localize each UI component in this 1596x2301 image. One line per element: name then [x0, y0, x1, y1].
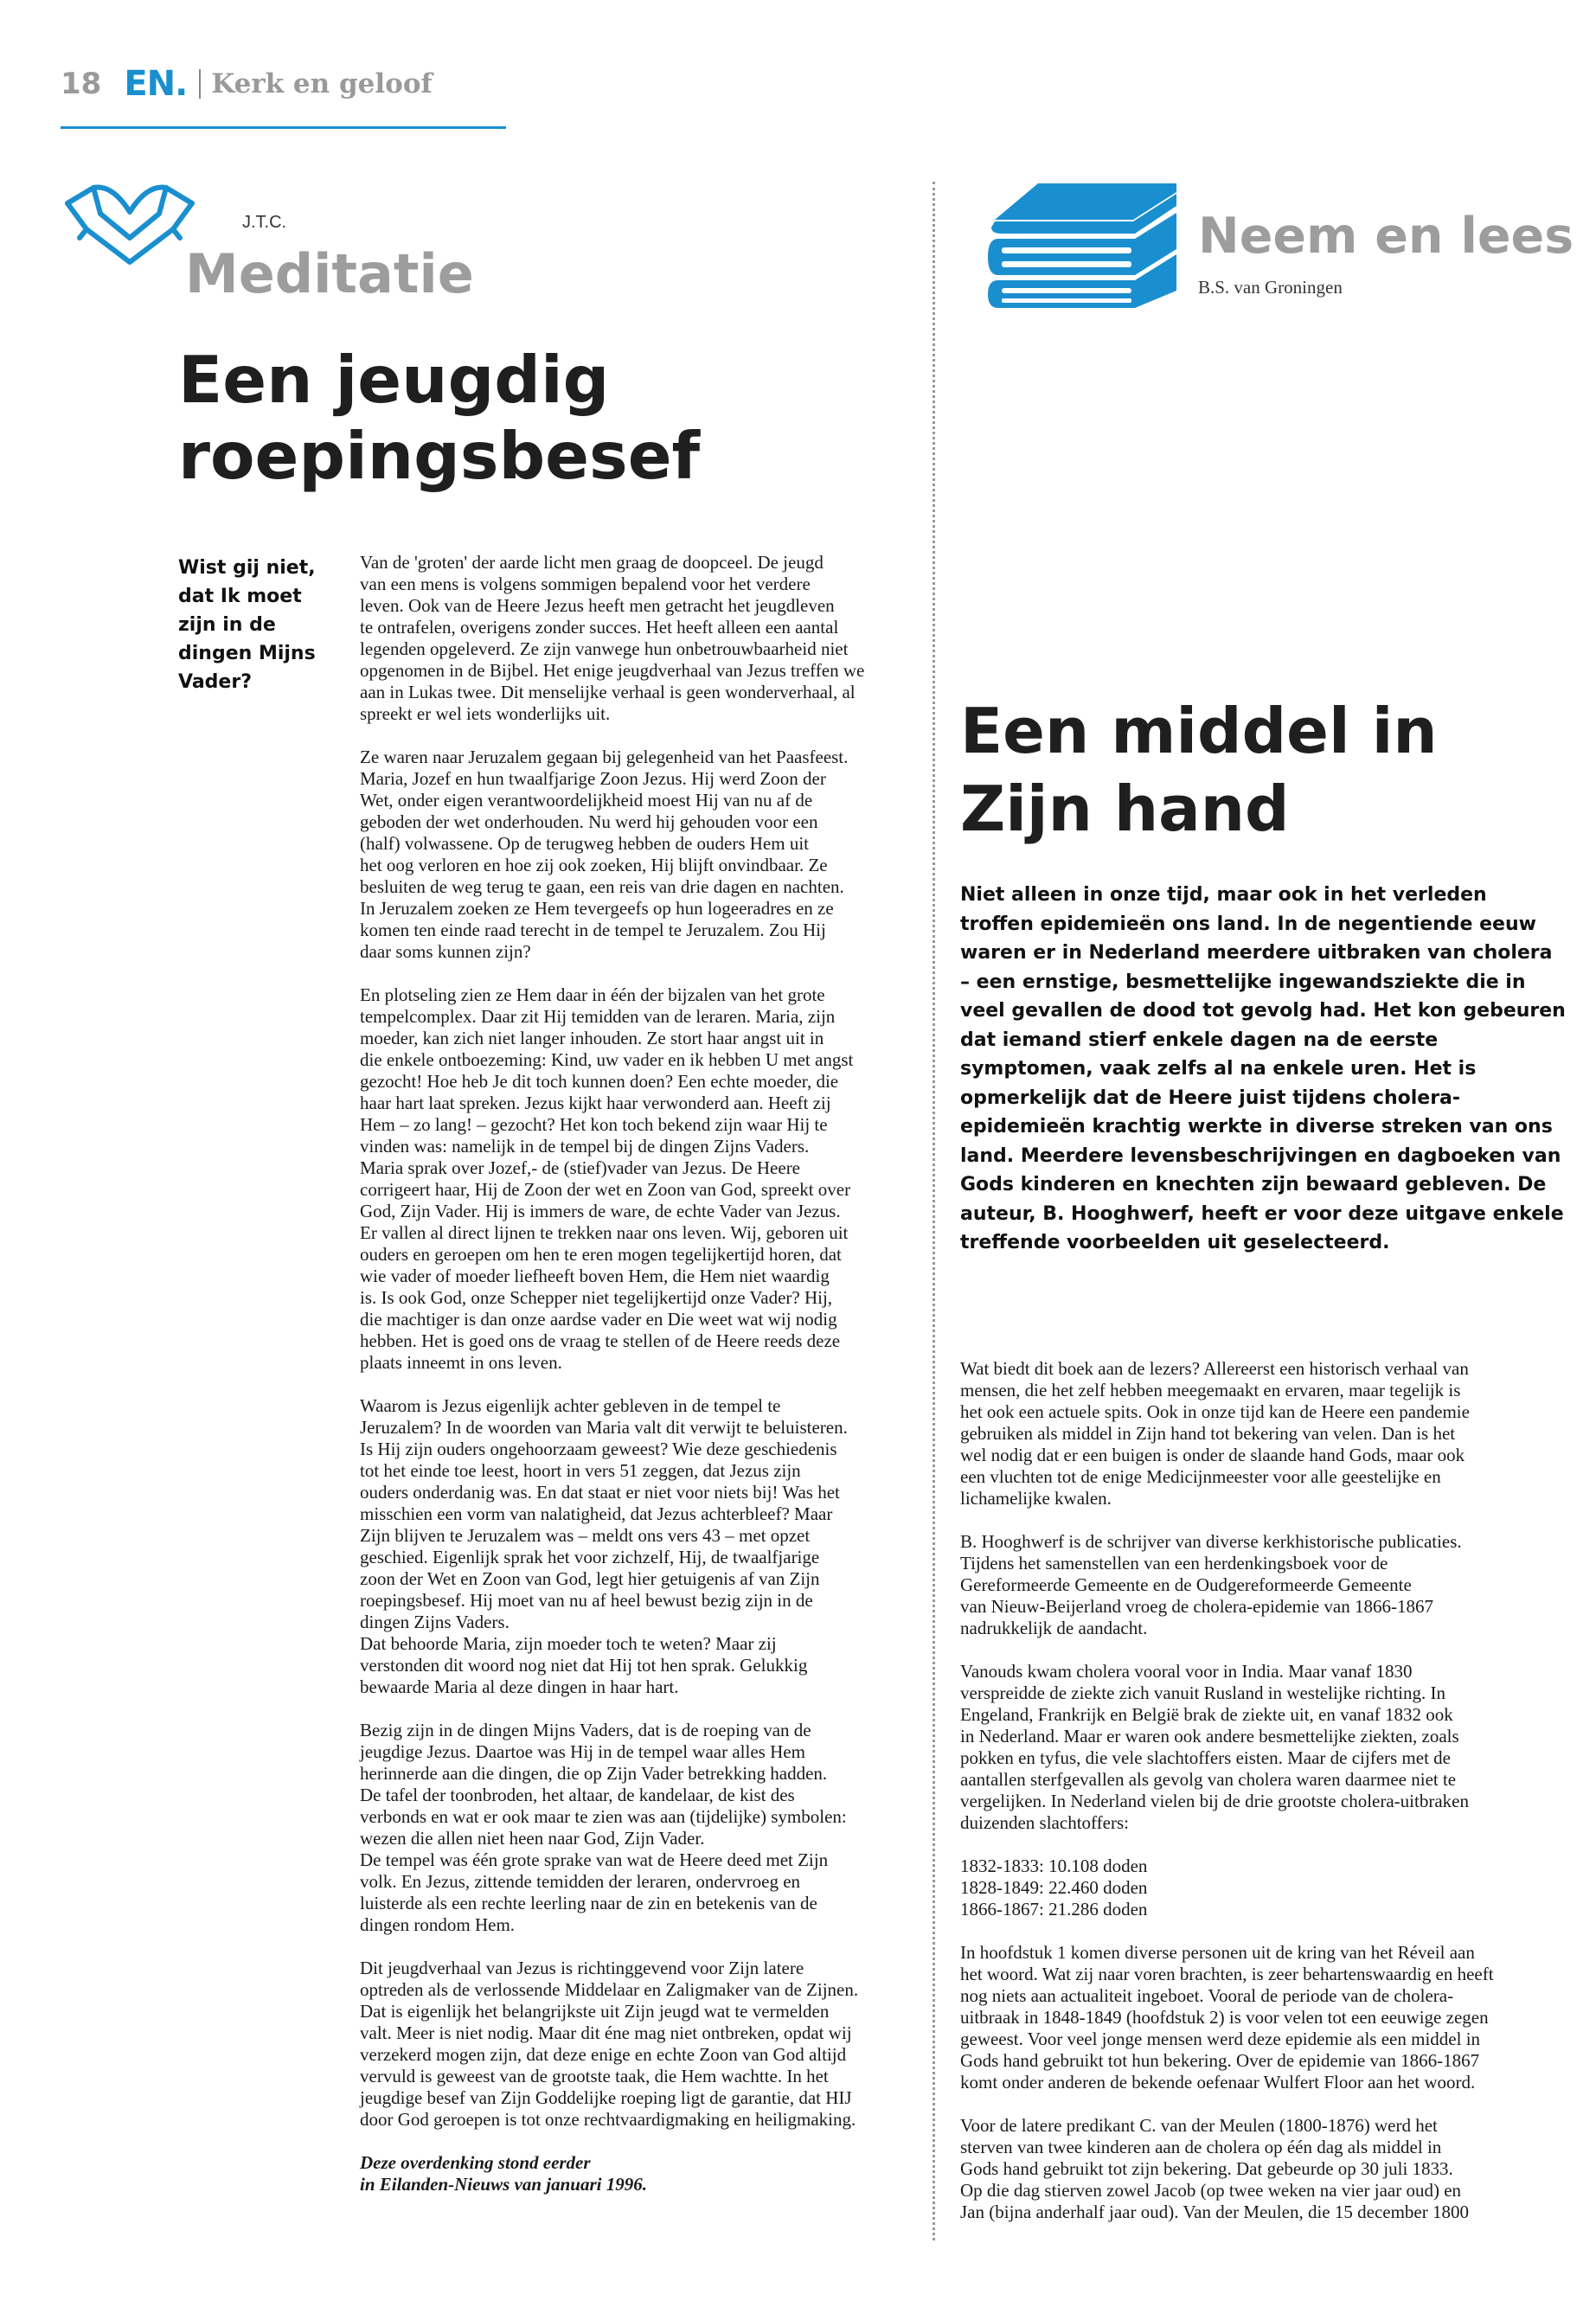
meditation-title: Een jeugdig roepingsbesef	[178, 342, 701, 494]
meditation-paragraph: Bezig zijn in de dingen Mijns Vaders, dat is de roeping van de jeugdige Jezus. Daartoe was Hij in de tempel waar alles Hem herinnerde aan die dingen, die op Zijn Vader betrekking hadden. De tafel der toonbroden, het altaar, de kandelaar, de kist des verbonds en wat er ook maar te zien was aan (tijdelijke) symbolen: wezen die allen niet heen naar God, Zijn Vader. De tempel was één grote sprake van wat de Heere deed met Zijn volk. En Jezus, zittende temidden der leraren, ondervroeg en luisterde als een rechte leerling naar de zin en betekenis van de dingen rondom Hem.	[360, 1720, 847, 1935]
review-lead: Niet alleen in onze tijd, maar ook in het verleden troffen epidemieën ons land. In de negentiende eeuw waren er in Nederland meerdere uitbraken van cholera – een ernstige, besmettelijke ingewandsziekte die in veel gevallen de dood tot gevolg had. Het kon gebeuren dat iemand stierf enkele dagen na de eerste symptomen, vaak zelfs al na enkele uren. Het is opmerkelijk dat de Heere juist tijdens cholera-epidemieën krachtig werkte in diverse streken van ons land. Meerdere levensbeschrijvingen en dagboeken van Gods kinderen en knechten zijn bewaard gebleven. De auteur, B. Hooghwerf, heeft er voor deze uitgave enkele treffende voorbeelden uit geselecteerd.	[960, 884, 1566, 1253]
meditation-body	[360, 552, 905, 2217]
review-paragraph: B. Hooghwerf is de schrijver van diverse kerkhistorische publicaties. Tijdens het samenstellen van een herdenkingsboek voor de Gereformeerde Gemeente en de Oudgereformeerde Gemeente van Nieuw-Beijerland vroeg de cholera-epidemie van 1866-1867 nadrukkelijk de aandacht.	[960, 1531, 1462, 1638]
meditation-quote: Wist gij niet, dat Ik moet zijn in de dingen Mijns Vader?	[178, 557, 316, 693]
review-kicker: Neem en lees	[1198, 208, 1574, 265]
review-paragraph: Vanouds kwam cholera vooral voor in India. Maar vanaf 1830 verspreidde de ziekte zich vanuit Rusland in westelijke richting. In Engeland, Frankrijk en België brak de ziekte uit, en vanaf 1832 ook in Nederland. Maar er waren ook andere besmettelijke ziekten, zoals pokken en tyfus, die vele slachtoffers eisten. Maar de cijfers met de aantallen sterfgevallen als gevolg van cholera waren daarmee niet te vergelijken. In Nederland vielen bij de drie grootste cholera-uitbraken duizenden slachtoffers:	[960, 1661, 1469, 1833]
meditation-kicker: Meditatie	[185, 242, 474, 305]
column-divider	[933, 182, 935, 2240]
meditation-paragraph: Van de 'groten' der aarde licht men graag de doopceel. De jeugd van een mens is volgens sommigen bepalend voor het verdere leven. Ook van de Heere Jezus heeft men getracht het jeugdleven te ontrafelen, overigens zonder succes. Het heeft alleen een aantal legenden opgeleverd. Ze zijn vanwege hun onbetrouwbaarheid niet opgenomen in de Bijbel. Het enige jeugdverhaal van Jezus treffen we aan in Lukas twee. Dit menselijke verhaal is geen wonderverhaal, al spreekt er wel iets wonderlijks uit.	[360, 552, 865, 724]
publication-logo: EN.	[124, 64, 188, 104]
casualty-list: 1832-1833: 10.108 doden 1828-1849: 22.460 doden 1866-1867: 21.286 doden	[960, 1856, 1148, 1920]
review-paragraph: Wat biedt dit boek aan de lezers? Allereerst een historisch verhaal van mensen, die het zelf hebben meegemaakt en ervaren, maar tegelijk is het ook een actuele spits. Ook in onze tijd kan de Heere een pandemie gebruiken als middel in Zijn hand tot bekering van velen. Dan is het wel nodig dat er een buigen is onder de slaande hand Gods, maar ook een vluchten tot de enige Medicijnmeester voor alle geestelijke en lichamelijke kwalen.	[960, 1358, 1470, 1509]
review-paragraph: Voor de latere predikant C. van der Meulen (1800-1876) werd het sterven van twee kinderen aan de cholera op één dag als middel in Gods hand gebruikt tot zijn bekering. Dat gebeurde op 30 juli 1833. Op die dag stierven zowel Jacob (op twee weken na vier jaar oud) en Jan (bijna anderhalf jaar oud). Van der Meulen, die 15 december 1800	[960, 2115, 1469, 2222]
header-separator	[199, 69, 201, 99]
review-body	[960, 1358, 1514, 2245]
open-book-heart-icon	[61, 177, 199, 272]
meditation-paragraph: En plotseling zien ze Hem daar in één der bijzalen van het grote tempelcomplex. Daar zit Hij temidden van de leraren. Maria, zijn moeder, kan zich niet langer inhouden. Ze stort haar angst uit in die enkele ontboezeming: Kind, uw vader en ik hebben U met angst gezocht! Hoe heb Je dit toch kunnen doen? Een echte moeder, die haar hart laat spreken. Jezus kijkt haar verwonderd aan. Heeft zij Hem – zo lang! – gezocht? Het kon toch bekend zijn waar Hij te vinden was: namelijk in de tempel bij de dingen Zijns Vaders. Maria sprak over Jozef,- de (stief)vader van Jezus. De Heere corrigeert haar, Hij de Zoon der wet en Zoon van God, spreekt over God, Zijn Vader. Hij is immers de ware, de echte Vader van Jezus. Er vallen al direct lijnen te trekken naar ons leven. Wij, geboren uit ouders en geroepen om hen te eren mogen tegelijkertijd horen, dat wie vader of moeder liefheeft boven Hem, die Hem niet waardig is. Is ook God, onze Schepper niet tegelijkertijd onze Vader? Hij, die machtiger is dan onze aardse vader en Die weet wat wij nodig hebben. Het is goed ons de vraag te stellen of de Heere reeds deze plaats inneemt in ons leven.	[360, 984, 854, 1373]
review-title: Een middel in Zijn hand	[960, 695, 1438, 845]
section-title: Kerk en geloof	[211, 68, 433, 99]
source-note: Deze overdenking stond eerder in Eilanden-Nieuws van januari 1996.	[360, 2152, 647, 2195]
meditation-paragraph: Ze waren naar Jeruzalem gegaan bij gelegenheid van het Paasfeest. Maria, Jozef en hun twaalfjarige Zoon Jezus. Hij werd Zoon der Wet, onder eigen verantwoordelijkheid moest Hij van nu af de geboden der wet onderhouden. Nu werd hij gehouden voor een (half) volwassene. Op de terugweg hebben de ouders Hem uit het oog verloren en hoe zij ook zoeken, Hij blijft onvindbaar. Ze besluiten de weg terug te gaan, een reis van drie dagen en nachten. In Jeruzalem zoeken ze Hem tevergeefs op hun logeeradres en ze komen ten einde raad terecht in de tempel te Jeruzalem. Zou Hij daar soms kunnen zijn?	[360, 747, 849, 962]
meditation-paragraph: Waarom is Jezus eigenlijk achter gebleven in de tempel te Jeruzalem? In de woorden van Maria valt dit verwijt te beluisteren. Is Hij zijn ouders ongehoorzaam geweest? Wie deze geschiedenis tot het einde toe leest, hoort in vers 51 zeggen, dat Jezus zijn ouders onderdanig was. En dat staat er niet voor niets bij! Was het misschien een vorm van nalatigheid, dat Jezus achterbleef? Maar Zijn blijven te Jeruzalem was – meldt ons vers 43 – met opzet geschied. Eigenlijk sprak het voor zichzelf, Hij, de twaalfjarige zoon der Wet en Zoon van God, legt hier getuigenis af van Zijn roepingsbesef. Hij moet van nu af heel bewust bezig zijn in de dingen Zijns Vaders. Dat behoorde Maria, zijn moeder toch te weten? Maar zij verstonden dit woord nog niet dat Hij tot hen sprak. Gelukkig bewaarde Maria al deze dingen in haar hart.	[360, 1395, 848, 1697]
header-underline	[61, 126, 506, 129]
review-paragraph: In hoofdstuk 1 komen diverse personen uit de kring van het Réveil aan het woord. Wat zij naar voren brachten, is zeer behartenswaardig en heeft nog niets aan actualiteit ingeboet. Vooral de periode van de cholera- uitbraak in 1848-1849 (hoofdstuk 2) is voor velen tot een eeuwige zegen geweest. Voor veel jonge mensen werd deze epidemie als een middel in Gods hand gebruikt tot hun bekering. Over de epidemie van 1866-1867 komt onder anderen de bekende oefenaar Wulfert Floor aan het woord.	[960, 1942, 1494, 2093]
page-header	[61, 62, 433, 106]
review-author: B.S. van Groningen	[1198, 277, 1343, 298]
book-stack-icon	[986, 180, 1185, 310]
meditation-author: J.T.C.	[242, 213, 287, 232]
meditation-paragraph: Dit jeugdverhaal van Jezus is richtinggevend voor Zijn latere optreden als de verlossende Middelaar en Zaligmaker van de Zijnen. Dat is eigenlijk het belangrijkste uit Zijn jeugd wat te vermelden valt. Meer is niet nodig. Maar dit éne mag niet ontbreken, opdat wij verzekerd mogen zijn, dat deze enige en echte Zoon van God altijd vervuld is geweest van de grootste taak, die Hem wachtte. In het jeugdige besef van Zijn Goddelijke roeping ligt de garantie, dat HIJ door God geroepen is tot onze rechtvaardigmaking en heiligmaking.	[360, 1958, 859, 2130]
page-number: 18	[61, 67, 102, 101]
